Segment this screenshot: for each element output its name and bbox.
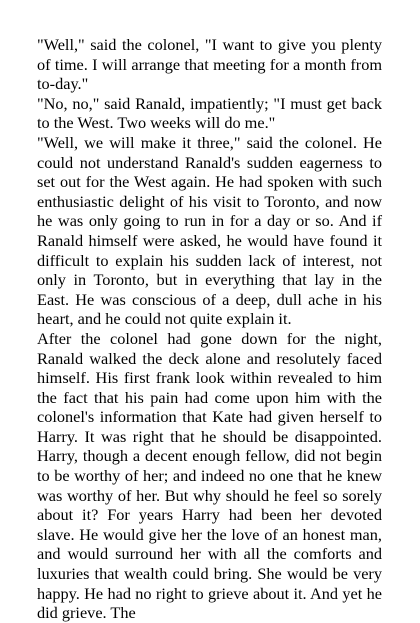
- paragraph-colonel-offer: "Well," said the colonel, "I want to give you plenty of time. I will arrange that meeting for a month from to-day.": [37, 35, 382, 94]
- paragraph-colonel-three-weeks: "Well, we will make it three," said the colonel. He could not understand Ranald's sudden eagerness to set out for the West again. He had spoken with such enthusiastic delight of his visit to Toronto, and now he was only going to run in for a day or so. And if Ranald himself were asked, he would have found it difficult to explain his sudden lack of interest, not only in Toronto, but in everything that lay in the East. He was conscious of a deep, dull ache in his heart, and he could not quite explain it.: [37, 132, 382, 329]
- paragraph-ranald-reflection: After the colonel had gone down for the night, Ranald walked the deck alone and resolutely faced himself. His first frank look within revealed to him the fact that his pain had come upon him with the colonel's information that Kate had given herself to Harry. It was right that he should be disappointed. Harry, though a decent enough fellow, did not begin to be worthy of her; and indeed no one that he knew was worthy of her. But why should he feel so sorely about it? For years Harry had been her devoted slave. He would give her the love of an honest man, and would surround her with all the comforts and luxuries that wealth could bring. She would be very happy. He had no right to grieve about it. And yet he did grieve. The: [37, 328, 382, 623]
- paragraph-ranald-reply: "No, no," said Ranald, impatiently; "I must get back to the West. Two weeks will do me.": [37, 93, 382, 133]
